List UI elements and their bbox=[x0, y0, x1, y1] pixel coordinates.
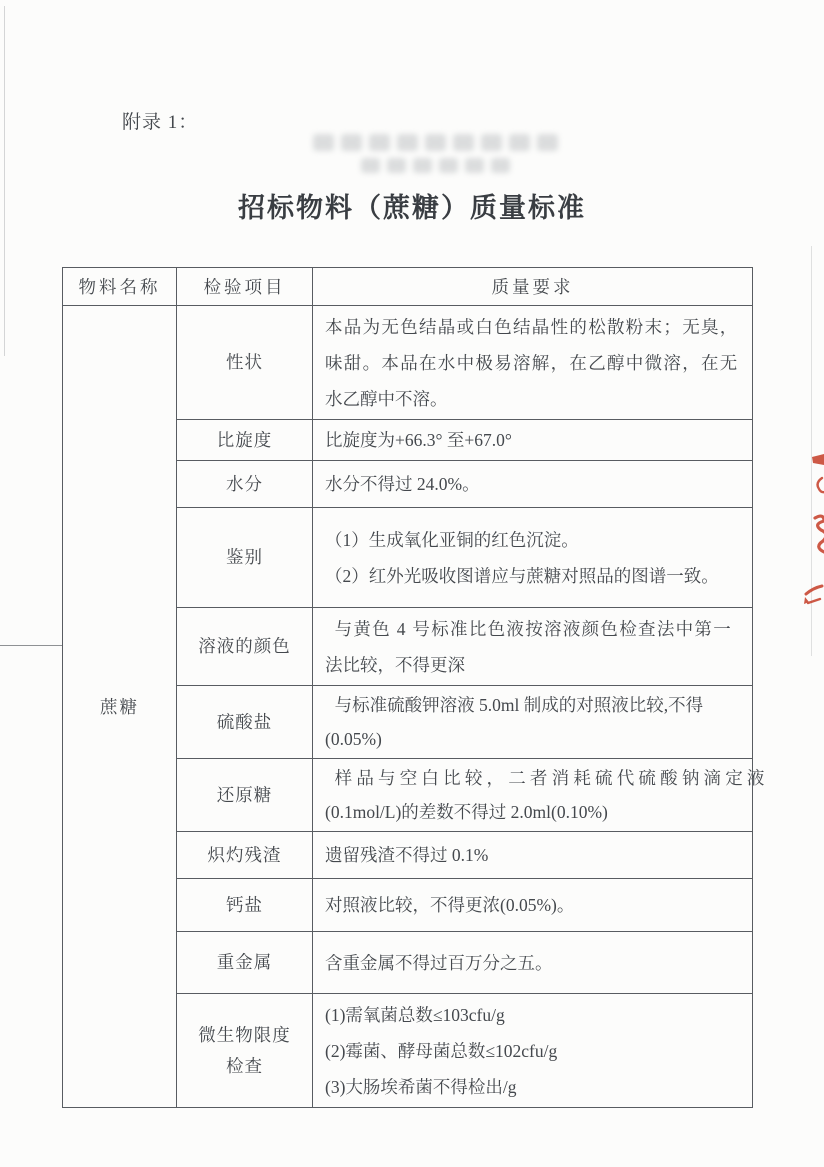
quality-standard-table bbox=[62, 267, 769, 1108]
quality-line: 遗留残渣不得过 0.1% bbox=[325, 845, 489, 865]
quality-cell bbox=[313, 508, 753, 608]
quality-line: 与标准硫酸钾溶液 5.0ml 制成的对照液比较,不得 bbox=[334, 695, 704, 715]
quality-line: (0.05%) bbox=[325, 729, 382, 749]
quality-cell bbox=[313, 461, 753, 508]
table-row bbox=[63, 306, 753, 420]
table-header-row bbox=[63, 268, 753, 306]
bleed-through-text bbox=[300, 134, 570, 180]
header-inspection-item: 检验项目 bbox=[177, 268, 313, 306]
item-cell: 还原糖 bbox=[177, 759, 313, 832]
item-cell: 炽灼残渣 bbox=[177, 832, 313, 879]
item-cell: 溶液的颜色 bbox=[177, 608, 313, 686]
appendix-label: 附录 1： bbox=[122, 112, 199, 133]
quality-line: 水乙醇中不溶。 bbox=[325, 388, 448, 409]
quality-line: 本品为无色结晶或白色结晶性的松散粉末；无臭， bbox=[325, 316, 739, 337]
quality-cell bbox=[313, 420, 753, 461]
page-edge-line-left bbox=[4, 6, 5, 356]
document-title: 招标物料（蔗糖）质量标准 bbox=[238, 193, 586, 223]
quality-cell bbox=[313, 608, 753, 686]
header-material-name: 物料名称 bbox=[63, 268, 177, 306]
header-quality-requirement: 质量要求 bbox=[313, 268, 753, 306]
quality-cell bbox=[313, 832, 753, 879]
red-ink-marks bbox=[798, 446, 824, 616]
quality-cell bbox=[313, 759, 769, 832]
item-cell: 钙盐 bbox=[177, 879, 313, 932]
quality-cell bbox=[313, 879, 753, 932]
fold-registration-mark bbox=[0, 645, 62, 646]
quality-line: (3)大肠埃希菌不得检出/g bbox=[325, 1076, 517, 1097]
quality-cell bbox=[313, 994, 753, 1108]
quality-line: （1）生成氧化亚铜的红色沉淀。 bbox=[325, 529, 579, 550]
quality-line: 样品与空白比较，二者消耗硫代硫酸钠滴定液 bbox=[334, 768, 769, 788]
item-cell: 硫酸盐 bbox=[177, 686, 313, 759]
quality-line: 水分不得过 24.0%。 bbox=[325, 474, 480, 494]
quality-line: （2）红外光吸收图谱应与蔗糖对照品的图谱一致。 bbox=[325, 565, 719, 586]
item-cell: 水分 bbox=[177, 461, 313, 508]
material-name-cell: 蔗糖 bbox=[63, 306, 177, 1108]
item-cell: 重金属 bbox=[177, 932, 313, 994]
quality-line: (2)霉菌、酵母菌总数≤102cfu/g bbox=[325, 1040, 558, 1061]
quality-cell bbox=[313, 306, 753, 420]
quality-line: 法比较，不得更深 bbox=[325, 654, 465, 675]
item-cell: 性状 bbox=[177, 306, 313, 420]
quality-line: (1)需氧菌总数≤103cfu/g bbox=[325, 1004, 505, 1025]
quality-cell bbox=[313, 932, 753, 994]
quality-line: (0.1mol/L)的差数不得过 2.0ml(0.10%) bbox=[325, 802, 608, 822]
quality-line: 味甜。本品在水中极易溶解，在乙醇中微溶，在无 bbox=[325, 352, 739, 373]
item-cell: 微生物限度检查 bbox=[177, 994, 313, 1108]
quality-cell bbox=[313, 686, 753, 759]
item-cell: 比旋度 bbox=[177, 420, 313, 461]
quality-line: 对照液比较，不得更浓(0.05%)。 bbox=[325, 895, 575, 915]
quality-line: 比旋度为+66.3° 至+67.0° bbox=[325, 430, 512, 450]
quality-line: 含重金属不得过百万分之五。 bbox=[325, 952, 553, 973]
item-cell: 鉴别 bbox=[177, 508, 313, 608]
quality-line: 与黄色 4 号标准比色液按溶液颜色检查法中第一 bbox=[334, 618, 733, 639]
